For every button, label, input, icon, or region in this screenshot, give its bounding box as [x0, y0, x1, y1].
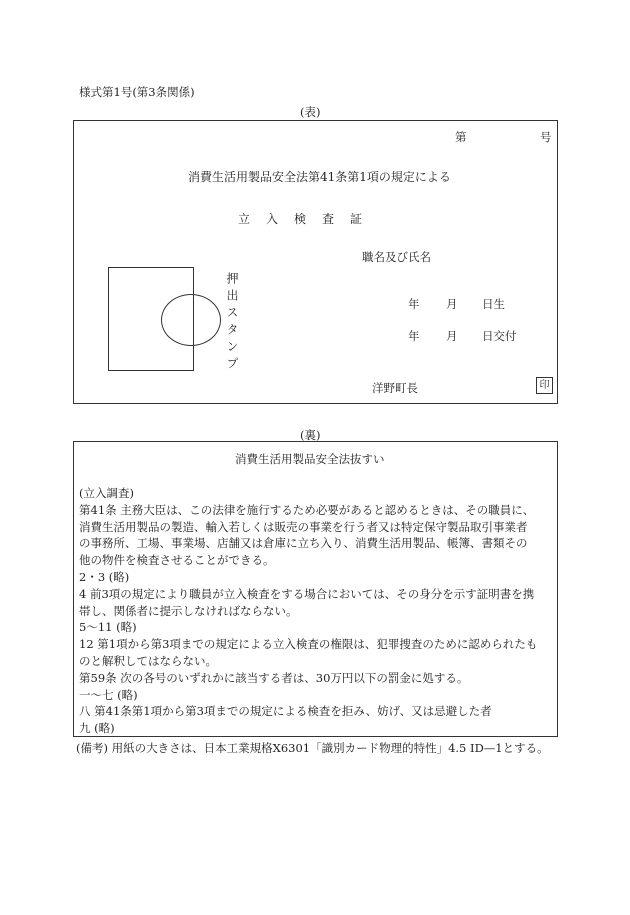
title-char-4: 査 — [322, 212, 335, 226]
seal-mark: 印 — [536, 377, 553, 394]
number-prefix: 第 — [455, 130, 467, 144]
number-suffix: 号 — [540, 130, 552, 144]
law-line: 消費生活用製品安全法第41条第1項の規定による — [188, 170, 451, 184]
back-line: 九 (略) — [79, 721, 115, 736]
back-line: 他の物件を検査させることができる。 — [79, 553, 275, 568]
issue-day: 日交付 — [482, 329, 517, 343]
birth-day: 日生 — [482, 297, 505, 311]
title-char-1: 立 — [238, 212, 251, 226]
back-line: 第41条 主務大臣は、この法律を施行するため必要があると認めるときは、その職員に、 — [79, 502, 535, 517]
back-line: のと解釈してはならない。 — [79, 653, 217, 668]
form-label: 様式第1号(第3条関係) — [79, 85, 195, 99]
back-line: 一〜七 (略) — [79, 687, 138, 702]
stamp-circle — [161, 294, 221, 346]
back-line: 八 第41条第1項から第3項までの規定による検査を拒み、妨げ、又は忌避した者 — [79, 704, 492, 719]
back-line: 12 第1項から第3項までの規定による立入検査の権限は、犯罪捜査のために認められたも — [79, 637, 538, 652]
back-heading: (裏) — [300, 428, 321, 442]
title-char-2: 入 — [266, 212, 279, 226]
issuer: 洋野町長 — [372, 381, 418, 395]
stamp-label: 押出スタンプ — [225, 272, 239, 374]
note: (備考) 用紙の大きさは、日本工業規格X6301「識別カード物理的特性」4.5 ID—1とする。 — [76, 741, 549, 755]
back-line: (立入調査) — [79, 486, 134, 500]
birth-month: 月 — [446, 297, 458, 311]
back-line: 4 前3項の規定により職員が立入検査をする場合においては、その身分を示す証明書を携 — [79, 586, 535, 601]
back-line: 消費生活用製品の製造、輸入若しくは販売の事業を行う者又は特定保守製品取引事業者 — [79, 519, 528, 534]
back-line: 5〜11 (略) — [79, 620, 137, 635]
position-name-label: 職名及び氏名 — [362, 250, 431, 264]
front-heading: (表) — [300, 105, 321, 119]
back-line: 2・3 (略) — [79, 569, 130, 584]
back-line: 第59条 次の各号のいずれかに該当する者は、30万円以下の罰金に処する。 — [79, 670, 469, 685]
issue-year: 年 — [408, 329, 420, 343]
issue-month: 月 — [446, 329, 458, 343]
back-line: 帯し、関係者に提示しなければならない。 — [79, 603, 298, 618]
birth-year: 年 — [408, 297, 420, 311]
back-text-block — [79, 485, 559, 737]
title-char-5: 証 — [350, 212, 363, 226]
back-title: 消費生活用製品安全法抜すい — [235, 452, 385, 466]
back-line: の事務所、工場、事業場、店舗又は倉庫に立ち入り、消費生活用製品、帳簿、書類その — [79, 536, 528, 551]
title-char-3: 検 — [294, 212, 307, 226]
